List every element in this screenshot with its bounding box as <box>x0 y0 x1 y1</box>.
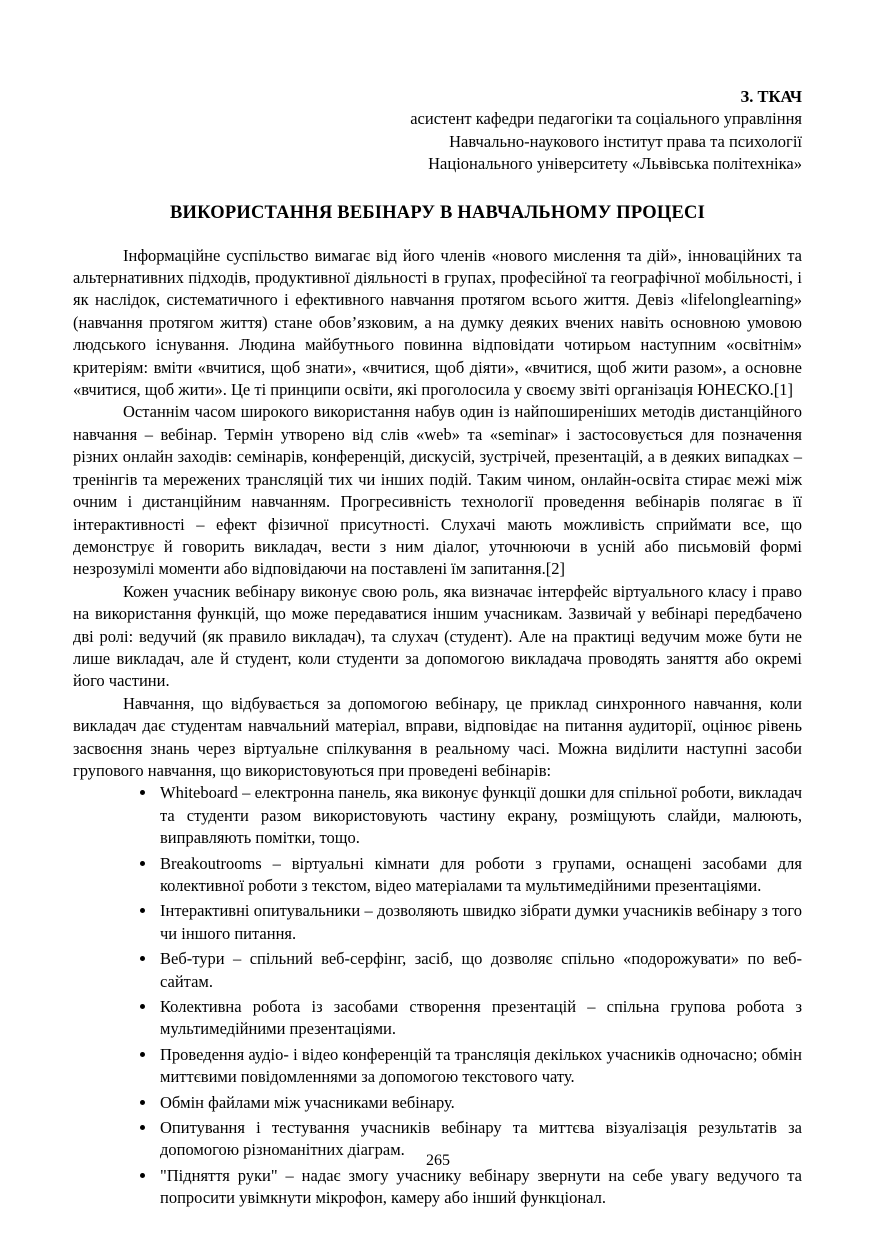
list-item-web-tours: • Веб-тури – спільний веб-серфінг, засіб, що дозволяє спільно «подорожувати» по веб-сайтам. <box>157 948 802 993</box>
list-item-whiteboard: • Whiteboard – електронна панель, яка виконує функції дошки для спільної роботи, викладач та студенти разом використовують частину екрану, розміщують слайди, малюють, виправляють помітки, тощо. <box>157 782 802 849</box>
paper-title: ВИКОРИСТАННЯ ВЕБІНАРУ В НАВЧАЛЬНОМУ ПРОЦЕСІ <box>170 202 705 223</box>
author-affiliation-line-3: Національного університету «Львівська політехніка» <box>428 154 802 174</box>
paragraph-synchronous-learning: Навчання, що відбувається за допомогою вебінару, це приклад синхронного навчання, коли викладач дає студентам навчальний матеріал, вправи, відповідає на питання аудиторії, оцінює рівень засвоєння знань через віртуальне спілкування в реальному часі. Можна виділити наступні засоби групового навчання, що використовуються при проведені вебінарів: <box>73 693 802 780</box>
paragraph-intro: Інформаційне суспільство вимагає від його членів «нового мислення та дій», інноваційних та альтернативних підходів, продуктивної діяльності в групах, професійної та географічної мобільності, і як наслідок, систематичного і ефективного навчання протягом всього життя. Девіз «lifelonglearning» (навчання протягом життя) стане обов’язковим, а на думку деяких вчених навіть основною умовою людського існування. Людина майбутнього повинна відповідати чотирьом наступним «освітнім» критеріям: вміти «вчитися, щоб знати», «вчитися, щоб діяти», «вчитися, щоб жити разом», а основне «вчитися, щоб жити». Це ті принципи освіти, які проголосила у своєму звіті організація ЮНЕСКО.[1] <box>73 245 802 400</box>
list-item-file-sharing: • Обмін файлами між учасниками вебінару. <box>157 1092 802 1114</box>
page-number: 265 <box>426 1152 450 1169</box>
list-item-polls: • Інтерактивні опитувальники – дозволяють швидко зібрати думки учасників вебінару з того чи іншого питання. <box>157 900 802 945</box>
list-item-audio-video-conferencing: • Проведення аудіо- і відео конференцій та трансляція декількох учасників одночасно; обмін миттєвими повідомленнями за допомогою текстового чату. <box>157 1044 802 1089</box>
author-affiliation-line-1: асистент кафедри педагогіки та соціального управління <box>410 109 802 129</box>
list-item-raise-hand: • "Підняття руки" – надає змогу учаснику вебінару звернути на себе увагу ведучого та попросити увімкнути мікрофон, камеру або інший функціонал. <box>157 1165 802 1210</box>
list-item-testing-visualization: • Опитування і тестування учасників вебінару та миттєва візуалізація результатів за допомогою різноманітних діаграм. <box>157 1117 802 1162</box>
list-item-collaborative-presentations: • Колективна робота із засобами створення презентацій – спільна групова робота з мультимедійними презентаціями. <box>157 996 802 1041</box>
webinar-tools-list <box>73 782 802 1209</box>
paragraph-webinar-definition: Останнім часом широкого використання набув один із найпоширеніших методів дистанційного навчання – вебінар. Термін утворено від слів «web» та «seminar» і застосовується для позначення різних онлайн заходів: семінарів, конференцій, дискусій, зустрічей, презентацій, а в деяких випадках – тренінгів та мережених трансляцій тих чи інших подій. Таким чином, онлайн-освіта стирає межі між очним і дистанційним навчанням. Прогресивність технології проведення вебінарів полягає в її інтерактивності – ефект фізичної присутності. Слухачі мають можливість сприймати все, що демонструє й говорить викладач, вести з ним діалог, уточнюючи в усній або письмовій формі незрозумілі моменти або відповідаючи на поставлені їм запитання.[2] <box>73 402 802 579</box>
list-item-breakoutrooms: • Breakoutrooms – віртуальні кімнати для роботи з групами, оснащені засобами для колективної роботи з текстом, відео матеріалами та мультимедійними презентаціями. <box>157 853 802 898</box>
author-name: З. ТКАЧ <box>740 87 802 106</box>
paragraph-roles: Кожен учасник вебінару виконує свою роль, яка визначає інтерфейс віртуального класу і право на використання функцій, що може передаватися іншим учасникам. Зазвичай у вебінарі передбачено дві ролі: ведучий (як правило викладач), та слухач (студент). Але на практиці ведучим може бути не лише викладач, але й студент, коли студенти за допомогою викладача проводять заняття або окремі його частини. <box>73 581 802 691</box>
author-block <box>73 86 802 176</box>
author-affiliation-line-2: Навчально-наукового інститут права та психології <box>449 131 802 151</box>
